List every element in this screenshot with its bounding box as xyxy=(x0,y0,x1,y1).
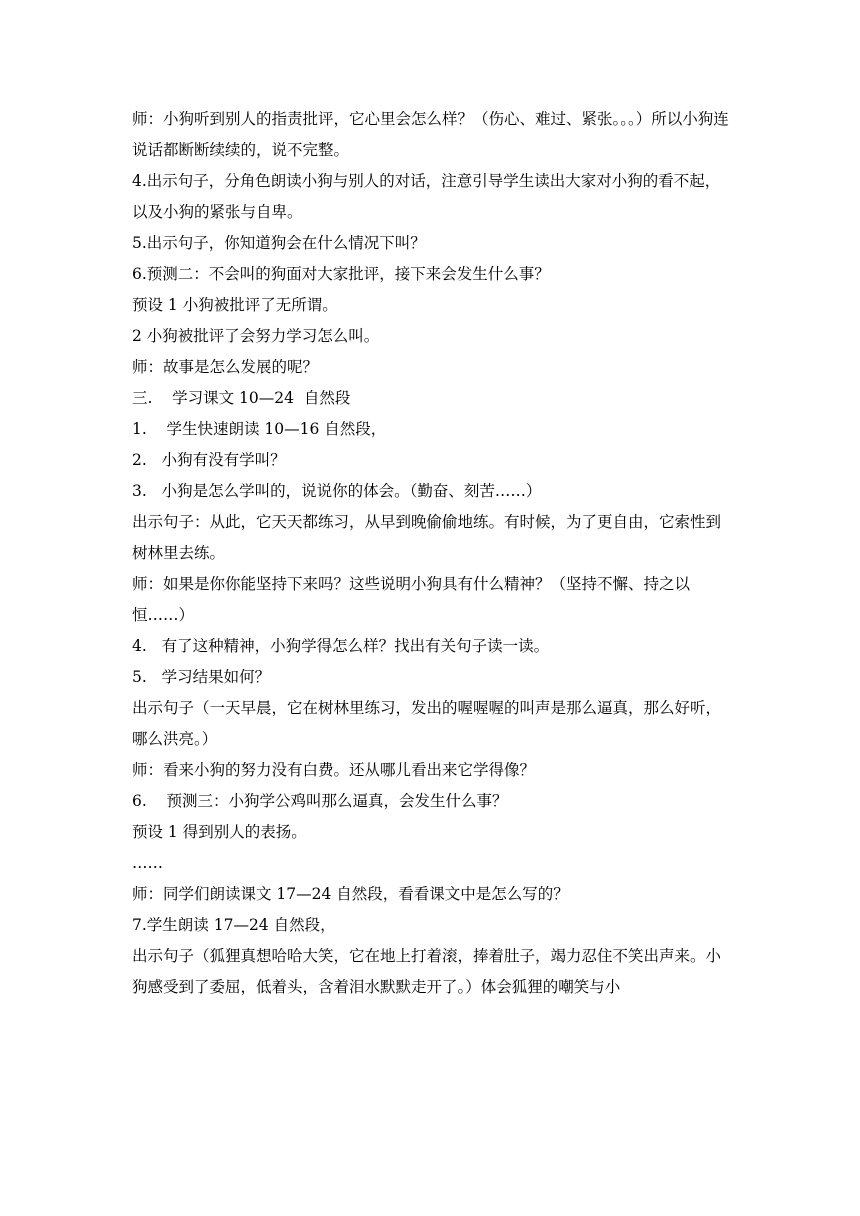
ellipsis-line: …… xyxy=(132,854,163,872)
paragraph: 出示句子：从此，它天天都练习，从早到晚偷偷地练。有时候，为了更自由，它索性到树林里去练。 xyxy=(132,513,722,562)
paragraph: 2 小狗被批评了会努力学习怎么叫。 xyxy=(132,327,380,345)
section-heading: 三. 学习课文 10—24 自然段 xyxy=(132,389,351,407)
paragraph: 出示句子（狐狸真想哈哈大笑，它在地上打着滚，捧着肚子，竭力忍住不笑出声来。小狗感受到了委屈，低着头，含着泪水默默走开了。）体会狐狸的嘲笑与小 xyxy=(132,947,722,996)
paragraph: 4. 有了这种精神，小狗学得怎么样？找出有关句子读一读。 xyxy=(132,637,550,655)
paragraph: 师：故事是怎么发展的呢？ xyxy=(132,358,319,376)
paragraph: 2. 小狗有没有学叫？ xyxy=(132,451,286,469)
paragraph: 师：看来小狗的努力没有白费。还从哪儿看出来它学得像？ xyxy=(132,761,536,779)
paragraph: 出示句子（一天早晨，它在树林里练习，发出的喔喔喔的叫声是那么逼真，那么好听，哪么洪亮。） xyxy=(132,699,722,748)
paragraph: 预设 1 小狗被批评了无所谓。 xyxy=(132,296,338,314)
document-body xyxy=(132,104,732,1003)
paragraph: 预设 1 得到别人的表扬。 xyxy=(132,823,307,841)
paragraph: 7.学生朗读 17—24 自然段， xyxy=(132,916,336,934)
paragraph: 6. 预测三：小狗学公鸡叫那么逼真，会发生什么事？ xyxy=(132,792,508,810)
paragraph: 师：同学们朗读课文 17—24 自然段，看看课文中是怎么写的？ xyxy=(132,885,569,903)
paragraph: 5.出示句子，你知道狗会在什么情况下叫？ xyxy=(132,234,426,252)
paragraph: 6.预测二：不会叫的狗面对大家批评，接下来会发生什么事？ xyxy=(132,265,550,283)
paragraph: 4.出示句子，分角色朗读小狗与别人的对话，注意引导学生读出大家对小狗的看不起，以及小狗的紧张与自卑。 xyxy=(132,172,721,221)
paragraph: 师：如果是你你能坚持下来吗？这些说明小狗具有什么精神？（坚持不懈、持之以恒……） xyxy=(132,575,691,624)
paragraph: 1. 学生快速朗读 10—16 自然段， xyxy=(132,420,387,438)
paragraph: 3. 小狗是怎么学叫的，说说你的体会。（勤奋、刻苦……） xyxy=(132,482,542,500)
paragraph: 师：小狗听到别人的指责批评，它心里会怎么样？（伤心、难过、紧张。。。）所以小狗连说话都断断续续的，说不完整。 xyxy=(132,110,729,159)
paragraph: 5. 学习结果如何？ xyxy=(132,668,271,686)
